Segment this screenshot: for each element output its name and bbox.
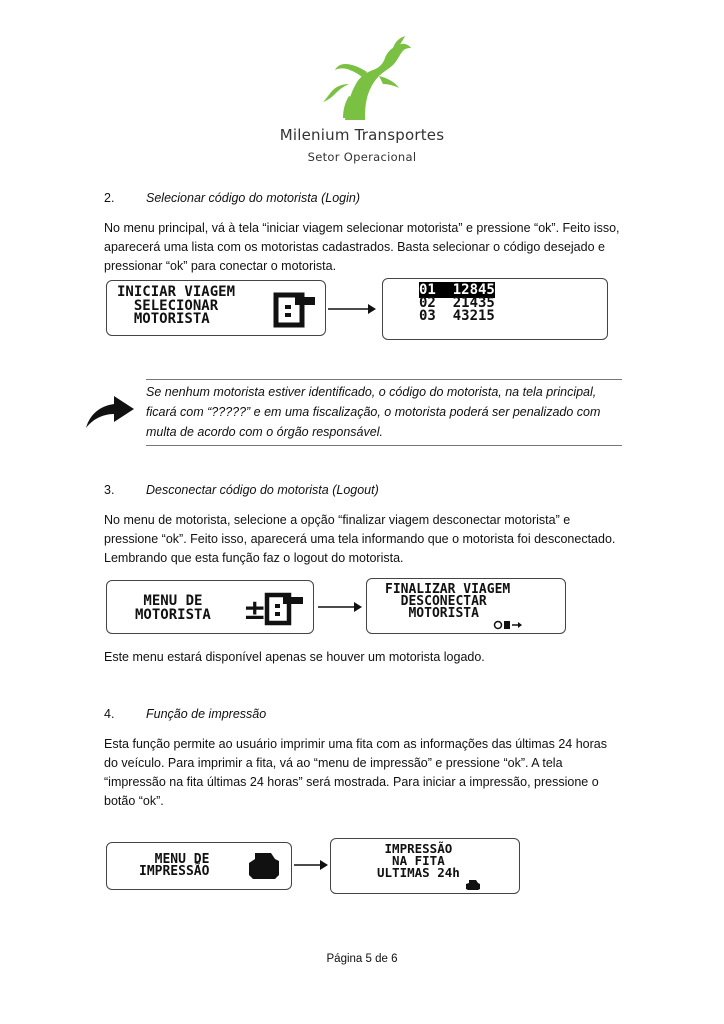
lcd-line: MENU DE: [139, 852, 210, 867]
section-3-body: No menu de motorista, selecione a opção “finalizar viagem desconectar motorista” e pressione “ok”. Feito isso, aparecerá uma tela informando que o motorista foi desconectado. Lembrando que esta função faz o logout do motorista.: [104, 513, 616, 565]
lcd-line: IMPRESSÃO: [139, 864, 210, 879]
logout-status-icon: [493, 619, 523, 631]
page-header: [0, 34, 724, 164]
lcd-screen-print-tape: [330, 838, 520, 894]
driver-plus-minus-card-icon: [243, 589, 309, 629]
lcd-screen-driver-list: [382, 278, 608, 340]
lcd-line: MENU DE: [135, 593, 203, 609]
selected-driver-row: 01 12845: [419, 282, 495, 298]
svg-text:±: ±: [243, 593, 267, 626]
lcd-line: 02 21435: [419, 295, 495, 311]
lcd-line: MOTORISTA: [135, 607, 211, 623]
lcd-screen-end-trip: [366, 578, 566, 634]
small-printer-icon: [465, 879, 481, 891]
driver-card-icon: [273, 287, 317, 331]
section-2-title: Selecionar código do motorista (Login): [146, 191, 361, 205]
lcd-screen-driver-menu: [106, 580, 314, 634]
jumping-horse-logo-icon: [307, 34, 417, 122]
section-3-heading: [104, 483, 379, 497]
section-3-title: Desconectar código do motorista (Logout): [146, 483, 379, 497]
section-2-number: 2.: [104, 191, 115, 205]
arrow-right-icon: [294, 858, 330, 872]
lcd-line: NA FITA: [377, 853, 445, 868]
section-4-number: 4.: [104, 707, 115, 721]
note-box: [146, 379, 622, 446]
lcd-screen-start-trip: [106, 280, 326, 336]
department-name: Setor Operacional: [307, 150, 417, 164]
arrow-right-icon: [318, 600, 364, 614]
section-2-heading: [104, 191, 360, 205]
lcd-line: MOTORISTA: [385, 606, 479, 621]
section-4-heading: [104, 707, 266, 721]
section-3-number: 3.: [104, 483, 115, 497]
lcd-line: ULTIMAS 24h: [377, 865, 460, 880]
lcd-line: INICIAR VIAGEM: [117, 284, 236, 300]
lcd-line: MOTORISTA: [117, 311, 210, 327]
company-name: Milenium Transportes: [279, 126, 445, 144]
curved-arrow-icon: [84, 392, 136, 430]
section-4-title: Função de impressão: [146, 707, 267, 721]
section-4-body: Esta função permite ao usuário imprimir uma fita com as informações das últimas 24 horas do veículo. Para imprimir a fita, vá ao “menu de impressão” e pressione “ok”. A tela “impressão na fita últimas 24 horas” será mostrada. Para iniciar a impressão, pressione o botão “ok”.: [104, 737, 607, 808]
lcd-line: DESCONECTAR: [385, 594, 487, 609]
lcd-line: 03 43215: [419, 308, 495, 324]
lcd-line: FINALIZAR VIAGEM: [385, 582, 511, 597]
printer-icon: [245, 849, 283, 883]
note-text: Se nenhum motorista estiver identificado, o código do motorista, na tela principal, ficará com “?????” e em uma fiscalização, o motorista poderá ser penalizado com multa de acordo com o órgão responsável.: [146, 385, 601, 439]
lcd-screen-print-menu: [106, 842, 292, 890]
section-3-after: Este menu estará disponível apenas se houver um motorista logado.: [104, 650, 485, 664]
arrow-right-icon: [328, 302, 378, 316]
section-2-body: No menu principal, vá à tela “iniciar viagem selecionar motorista” e pressione “ok”. Feito isso, aparecerá uma lista com os motoristas cadastrados. Basta selecionar o código desejado e pressionar “ok” para conectar o motorista.: [104, 221, 620, 273]
lcd-line: SELECIONAR: [117, 298, 219, 314]
lcd-line: IMPRESSÃO: [377, 841, 453, 856]
page-number: Página 5 de 6: [326, 953, 398, 965]
